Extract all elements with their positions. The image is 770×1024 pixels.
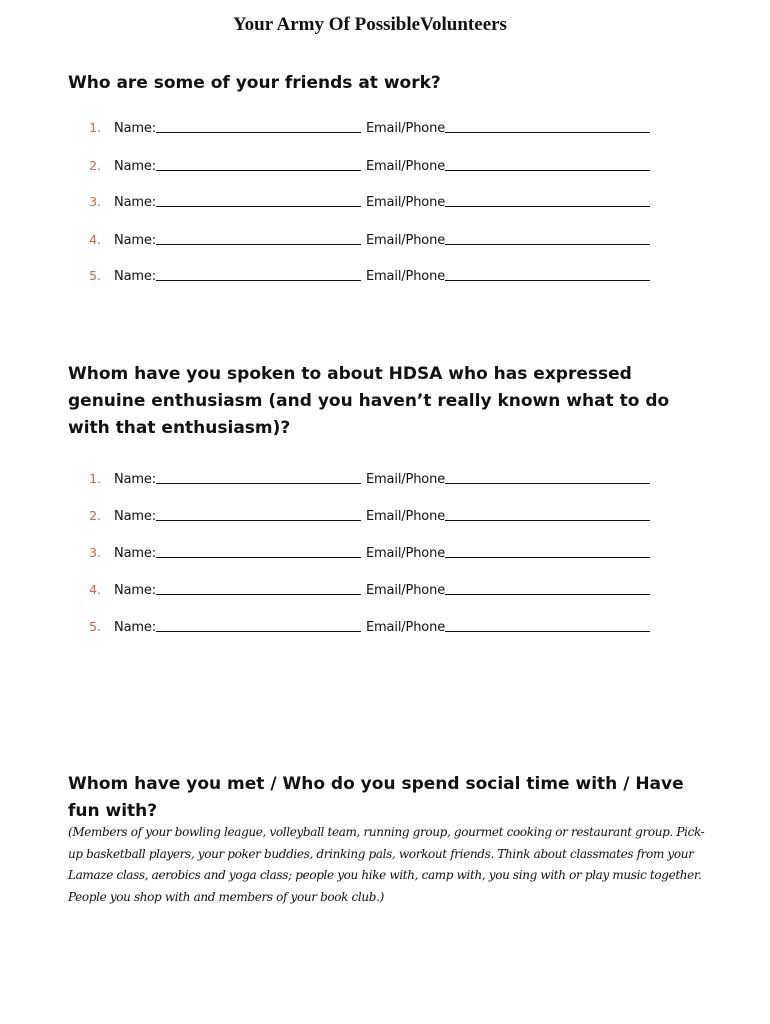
name-label: Name:	[114, 472, 156, 487]
contact-blank-line[interactable]	[445, 619, 650, 632]
contact-label: Email/Phone	[365, 121, 446, 136]
list-number: 5.	[89, 619, 101, 634]
contact-blank-line[interactable]	[445, 471, 650, 484]
list-item	[0, 230, 770, 250]
list-number: 4.	[89, 582, 101, 597]
list-item	[0, 580, 770, 600]
name-label: Name:	[114, 509, 156, 524]
social-contacts-examples-note: (Members of your bowling league, volleyball team, running group, gourmet cooking or restaurant group. Pick-up basketball players, your poker buddies, drinking pals, workout friends. Think about classmates from your Lamaze class, aerobics and yoga class; people you hike with, camp with, you sing with or play music together. People you shop with and members of your book club.)	[68, 825, 705, 904]
list-item	[0, 192, 770, 212]
list-number: 3.	[89, 194, 101, 209]
list-number: 4.	[89, 232, 101, 247]
contact-blank-line[interactable]	[445, 120, 650, 133]
list-number: 1.	[89, 120, 101, 135]
contact-blank-line[interactable]	[445, 158, 650, 171]
name-blank-line[interactable]	[156, 194, 361, 207]
contact-label: Email/Phone	[365, 620, 446, 635]
contact-label: Email/Phone	[365, 546, 446, 561]
name-blank-line[interactable]	[156, 232, 361, 245]
entry-fields	[114, 470, 650, 487]
contact-blank-line[interactable]	[445, 268, 650, 281]
name-label: Name:	[114, 233, 156, 248]
list-number: 3.	[89, 545, 101, 560]
name-blank-line[interactable]	[156, 268, 361, 281]
contact-blank-line[interactable]	[445, 582, 650, 595]
contact-label: Email/Phone	[365, 583, 446, 598]
entry-fields	[114, 618, 650, 635]
contact-blank-line[interactable]	[445, 232, 650, 245]
name-blank-line[interactable]	[156, 471, 361, 484]
contact-label: Email/Phone	[365, 159, 446, 174]
name-label: Name:	[114, 583, 156, 598]
document-title: Your Army Of PossibleVolunteers	[233, 14, 507, 35]
contact-label: Email/Phone	[365, 233, 446, 248]
list-number: 1.	[89, 471, 101, 486]
list-item	[0, 469, 770, 489]
list-item	[0, 156, 770, 176]
name-blank-line[interactable]	[156, 120, 361, 133]
name-label: Name:	[114, 121, 156, 136]
name-blank-line[interactable]	[156, 508, 361, 521]
contact-label: Email/Phone	[365, 472, 446, 487]
name-label: Name:	[114, 195, 156, 210]
list-number: 2.	[89, 158, 101, 173]
name-label: Name:	[114, 620, 156, 635]
section-heading-work-friends: Who are some of your friends at work?	[68, 73, 441, 93]
list-item	[0, 266, 770, 286]
name-label: Name:	[114, 269, 156, 284]
list-item	[0, 543, 770, 563]
contact-blank-line[interactable]	[445, 545, 650, 558]
section-heading-hdsa-enthusiasts: Whom have you spoken to about HDSA who has expressed genuine enthusiasm (and you haven’t really known what to do with that enthusiasm)?	[68, 364, 670, 438]
name-blank-line[interactable]	[156, 545, 361, 558]
contact-blank-line[interactable]	[445, 508, 650, 521]
list-item	[0, 506, 770, 526]
list-number: 5.	[89, 268, 101, 283]
list-number: 2.	[89, 508, 101, 523]
contact-label: Email/Phone	[365, 509, 446, 524]
entry-fields	[114, 119, 650, 136]
list-item	[0, 118, 770, 138]
contact-blank-line[interactable]	[445, 194, 650, 207]
name-blank-line[interactable]	[156, 619, 361, 632]
name-label: Name:	[114, 159, 156, 174]
entry-fields	[114, 231, 650, 248]
contact-label: Email/Phone	[365, 269, 446, 284]
entry-fields	[114, 193, 650, 210]
contact-label: Email/Phone	[365, 195, 446, 210]
entry-fields	[114, 581, 650, 598]
list-item	[0, 617, 770, 637]
entry-fields	[114, 544, 650, 561]
name-blank-line[interactable]	[156, 582, 361, 595]
name-label: Name:	[114, 546, 156, 561]
entry-fields	[114, 267, 650, 284]
entry-fields	[114, 507, 650, 524]
name-blank-line[interactable]	[156, 158, 361, 171]
section-heading-social-contacts: Whom have you met / Who do you spend social time with / Have fun with?	[68, 774, 684, 821]
entry-fields	[114, 157, 650, 174]
